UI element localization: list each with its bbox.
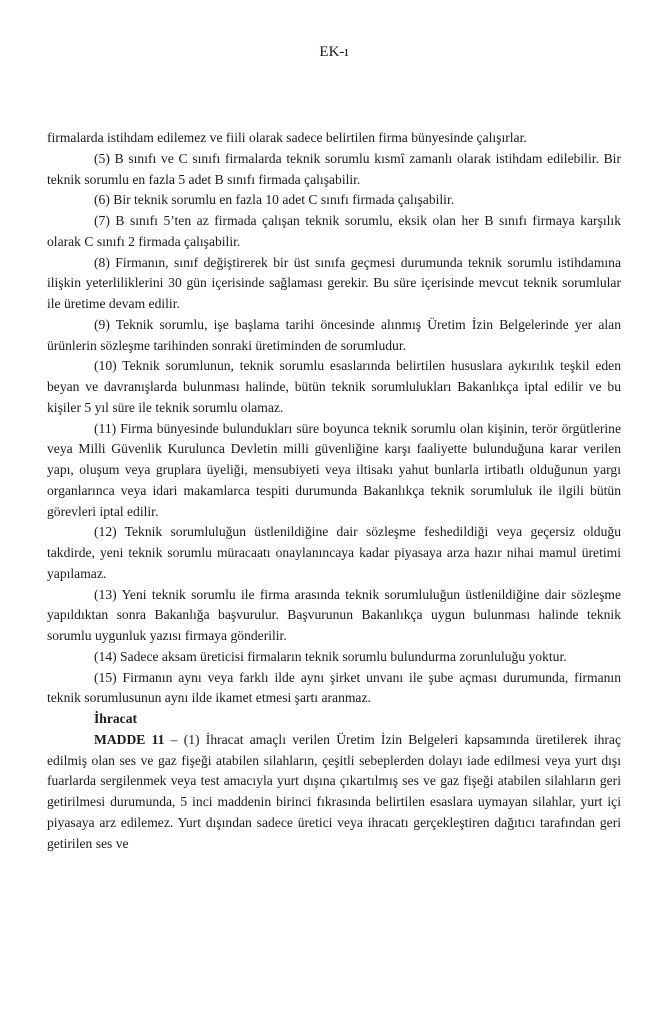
paragraph-continuation: firmalarda istihdam edilemez ve fiili olarak sadece belirtilen firma bünyesinde çalışırlar. xyxy=(47,130,527,145)
article-paragraph xyxy=(47,730,621,855)
section-heading: İhracat xyxy=(94,711,138,726)
paragraph-8: (8) Firmanın, sınıf değiştirerek bir üst sınıfa geçmesi durumunda teknik sorumlu istihdamına ilişkin yeterliliklerini 30 gün içerisinde sağlaması gerekir. Bu süre içerisinde mevcut teknik sorumlular ile üretime devam edilir. xyxy=(47,254,621,311)
paragraph-12: (12) Teknik sorumluluğun üstlenildiğine dair sözleşme feshedildiği veya geçersiz olduğu takdirde, yeni teknik sorumlu müracaatı onaylanıncaya kadar piyasaya arza hazır nihai mamul üretimi yapılamaz. xyxy=(47,524,621,581)
paragraph-10: (10) Teknik sorumlunun, teknik sorumlu esaslarında belirtilen hususlara aykırılık teşkil eden beyan ve davranışlarda bulunması halinde, bütün teknik sorumlulukları Bakanlıkça iptal edilir ve bu kişiler 5 yıl süre ile teknik sorumlu olamaz. xyxy=(47,358,621,415)
paragraph-5: (5) B sınıfı ve C sınıfı firmalarda teknik sorumlu kısmî zamanlı olarak istihdam edilebilir. Bir teknik sorumlu en fazla 5 adet B sınıfı firmada çalışabilir. xyxy=(47,150,621,187)
paragraph-15: (15) Firmanın aynı veya farklı ilde aynı şirket unvanı ile şube açması durumunda, firmanın teknik sorumlusunun aynı ilde ikamet etmesi şartı aranmaz. xyxy=(47,669,621,706)
paragraph-14: (14) Sadece aksam üreticisi firmaların teknik sorumlu bulundurma zorunluluğu yoktur. xyxy=(94,648,567,664)
document-body xyxy=(47,128,621,854)
paragraph-11: (11) Firma bünyesinde bulundukları süre boyunca teknik sorumlu olan kişinin, terör örgütlerine veya Milli Güvenlik Kurulunca Devletin milli güvenliğine karşı faaliyette bulunduğuna karar verilen yapı, oluşum veya gruplara üyeliği, mensubiyeti veya iltisakı yahut bunlarla irtibatlı olduğunun yargı organlarınca veya idari makamlarca tespiti durumunda Bakanlıkça teknik sorumluluk ile ilgili bütün görevleri iptal edilir. xyxy=(47,420,621,519)
article-label: MADDE 11 xyxy=(94,731,165,747)
page-header: EK-ı xyxy=(319,44,349,60)
paragraph-13: (13) Yeni teknik sorumlu ile firma arasında teknik sorumluluğun üstlenildiğine dair sözleşme yapıldıktan sonra Bakanlığa başvurulur. Başvurunun Bakanlıkça uygun bulunması halinde teknik sorumlu uygunluk yazısı firmaya gönderilir. xyxy=(47,586,621,643)
paragraph-9: (9) Teknik sorumlu, işe başlama tarihi öncesinde alınmış Üretim İzin Belgelerinde yer alan ürünlerin sözleşme tarihinden sonraki üretiminden de sorumludur. xyxy=(47,316,621,353)
paragraph-7: (7) B sınıfı 5’ten az firmada çalışan teknik sorumlu, eksik olan her B sınıfı firmaya karşılık olarak C sınıfı 2 firmada çalışabilir. xyxy=(47,213,621,249)
paragraph-6: (6) Bir teknik sorumlu en fazla 10 adet C sınıfı firmada çalışabilir. xyxy=(94,192,455,208)
article-text: – (1) İhracat amaçlı verilen Üretim İzin Belgeleri kapsamında üretilerek ihraç edilmiş olan ses ve gaz fişeği atabilen silahların, çeşitli sebeplerden dolayı iade edilmesi veya yurt dışı fuarlarda sergilenmek veya test amacıyla yurt dışına çıkartılmış ses ve gaz fişeği atabilen silahların geri getirilmesi durumunda, 5 inci maddenin birinci fıkrasında belirtilen esaslara uymayan silahlar, yurt içi piyasaya arz edilemez. Yurt dışından sadece üretici veya ihracatı gerçekleştiren dağıtıcı tarafından geri getirilen ses ve xyxy=(47,731,621,851)
